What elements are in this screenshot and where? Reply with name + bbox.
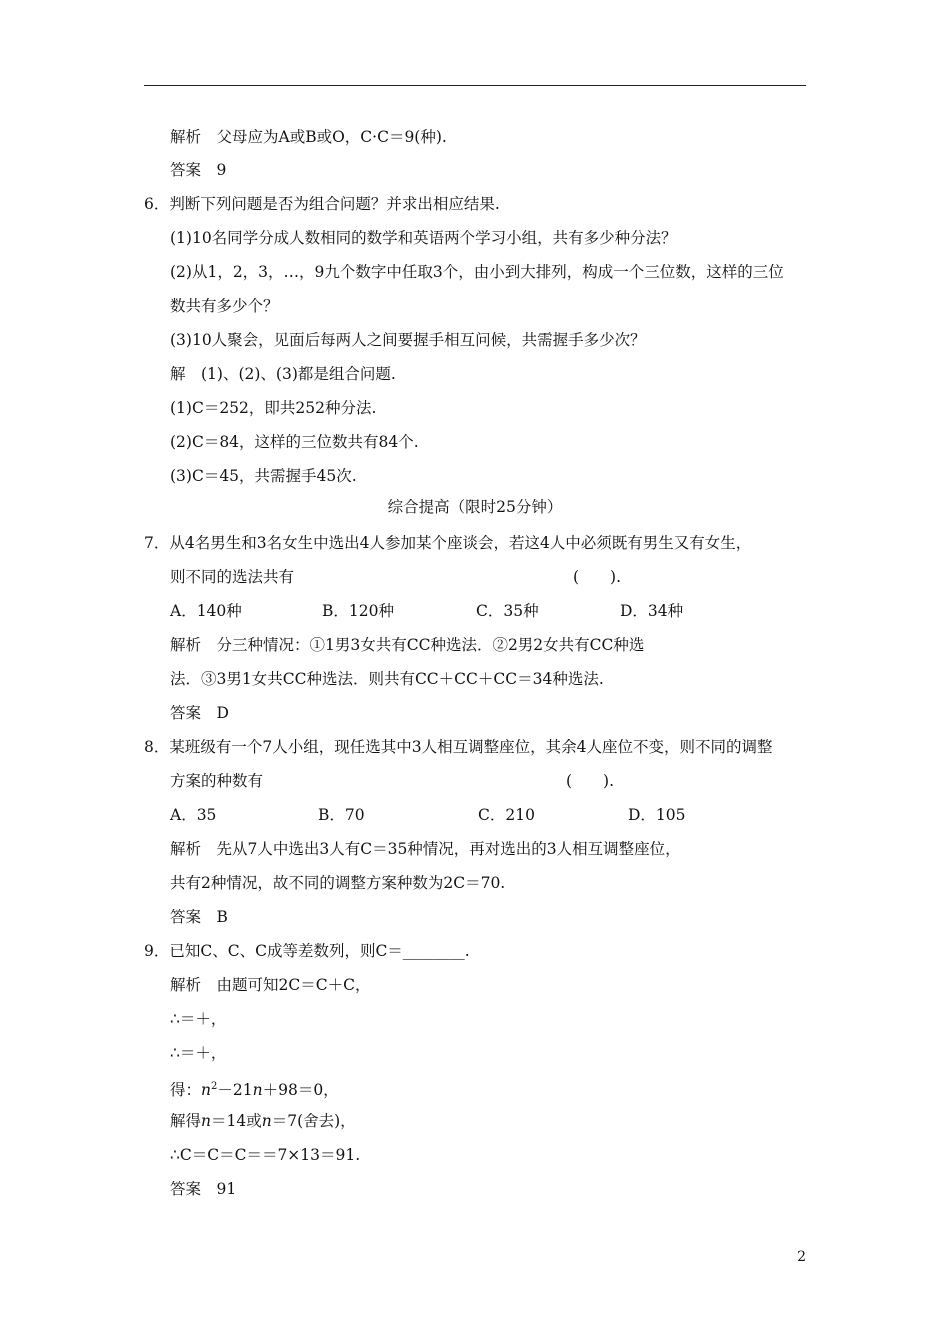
q6-part1: (1)10名同学分成人数相同的数学和英语两个学习小组，共有多少种分法？ [170, 229, 677, 247]
q9-answer: 答案 91 [170, 1180, 237, 1198]
q5-analysis: 解析 父母应为A或B或O，C·C＝9(种). [170, 128, 447, 146]
q7-option-a: A．140种 [170, 602, 242, 620]
page-number: 2 [797, 1249, 806, 1265]
q7-answer-blank: ( ). [573, 568, 622, 586]
q9-step-1: ∴＝＋， [170, 1010, 227, 1028]
q9-step-2: ∴＝＋， [170, 1044, 227, 1062]
solve-value-2: ＝7(舍去)， [271, 1112, 356, 1130]
var-n: n [201, 1112, 211, 1130]
q6-sol-2: (2)C＝84，这样的三位数共有84个. [170, 433, 419, 451]
q9-equation [170, 1077, 339, 1100]
q7-stem: 7．从4名男生和3名女生中选出4人参加某个座谈会，若这4人中必须既有男生又有女生， [144, 534, 752, 552]
q7-option-d: D．34种 [620, 602, 684, 620]
q8-answer: 答案 B [170, 908, 228, 926]
q8-stem-cont: 方案的种数有 [170, 772, 264, 790]
header-rule [144, 85, 806, 86]
q8-analysis-cont: 共有2种情况，故不同的调整方案种数为2C＝70. [170, 874, 506, 892]
equation-rest: ＋98＝0， [262, 1081, 339, 1100]
q9-analysis: 解析 由题可知2C＝C＋C， [170, 976, 371, 994]
var-n: n [201, 1081, 211, 1100]
q6-part3: (3)10人聚会，见面后每两人之间要握手相互问候，共需握手多少次？ [170, 331, 646, 349]
q6-stem: 6．判断下列问题是否为组合问题？并求出相应结果. [144, 195, 500, 213]
q8-option-c: C．210 [478, 806, 535, 824]
q7-analysis: 解析 分三种情况：①1男3女共有CC种选法．②2男2女共有CC种选 [170, 636, 645, 654]
q7-stem-cont: 则不同的选法共有 [170, 568, 295, 586]
solve-value-1: ＝14或 [211, 1112, 262, 1130]
q8-option-d: D．105 [628, 806, 686, 824]
q9-stem: 9．已知C、C、C成等差数列，则C＝________. [144, 942, 470, 960]
q7-analysis-cont: 法．③3男1女共CC种选法．则共有CC＋CC＋CC＝34种选法. [170, 670, 604, 688]
q7-answer: 答案 D [170, 704, 229, 722]
equation-prefix: 得： [170, 1081, 202, 1100]
q6-solution: 解 (1)、(2)、(3)都是组合问题. [170, 365, 396, 383]
q8-option-a: A．35 [170, 806, 217, 824]
q8-answer-blank: ( ). [566, 772, 615, 790]
var-n: n [252, 1081, 263, 1100]
q7-option-c: C．35种 [476, 602, 539, 620]
q6-part2: (2)从1，2，3，…，9九个数字中任取3个，由小到大排列，构成一个三位数，这样的三位 [170, 263, 784, 281]
q6-sol-1: (1)C＝252，即共252种分法. [170, 399, 377, 417]
section-heading: 综合提高（限时25分钟） [387, 498, 563, 516]
q9-result: ∴C＝C＝C＝＝7×13＝91. [170, 1146, 361, 1164]
exponent: 2 [211, 1081, 218, 1092]
var-n: n [261, 1112, 272, 1130]
q7-option-b: B．120种 [322, 602, 394, 620]
equation-term: －21 [217, 1081, 253, 1100]
q8-option-b: B．70 [318, 806, 365, 824]
q8-stem: 8．某班级有一个7人小组，现任选其中3人相互调整座位，其余4人座位不变，则不同的调整 [144, 738, 773, 756]
q8-analysis: 解析 先从7人中选出3人有C＝35种情况，再对选出的3人相互调整座位， [170, 840, 681, 858]
q5-answer: 答案 9 [170, 161, 227, 179]
q6-sol-3: (3)C＝45，共需握手45次. [170, 467, 357, 485]
solve-prefix: 解得 [170, 1112, 202, 1130]
q9-solve [170, 1111, 356, 1131]
q6-part2-cont: 数共有多少个？ [170, 297, 279, 315]
